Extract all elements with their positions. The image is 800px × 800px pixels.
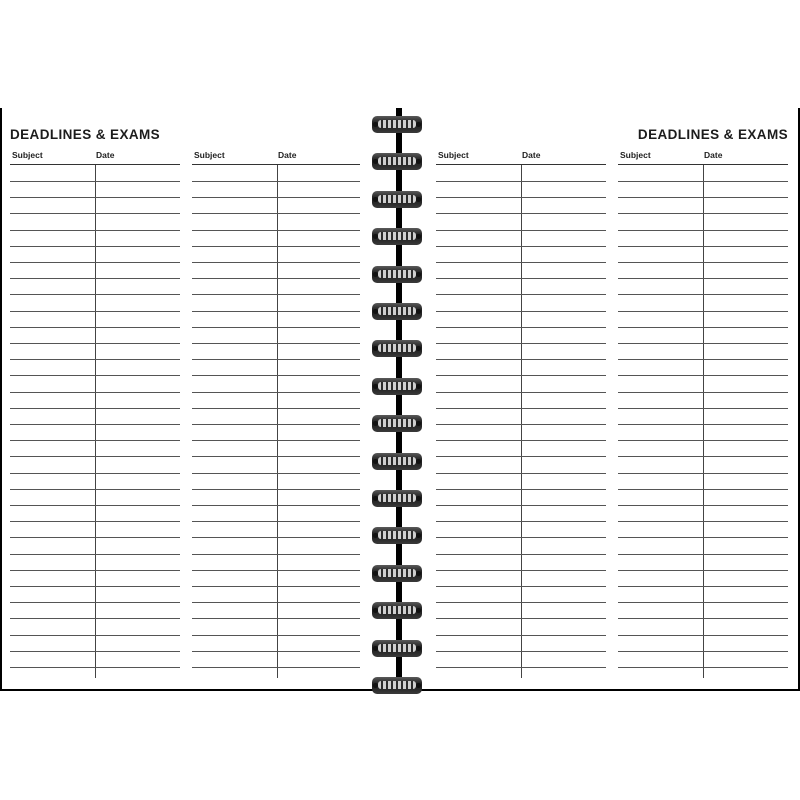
row-line	[192, 294, 360, 295]
row-line	[10, 667, 180, 668]
row-line	[436, 537, 606, 538]
row-line	[192, 570, 360, 571]
row-line	[10, 570, 180, 571]
row-line	[436, 635, 606, 636]
row-line	[192, 311, 360, 312]
row-line	[436, 651, 606, 652]
row-line	[10, 262, 180, 263]
row-line	[618, 505, 788, 506]
row-line	[618, 327, 788, 328]
left-page	[2, 108, 398, 689]
row-line	[10, 392, 180, 393]
row-line	[192, 489, 360, 490]
row-line	[436, 213, 606, 214]
date-header: Date	[96, 150, 115, 160]
spiral-coil	[372, 602, 422, 619]
row-line	[10, 586, 180, 587]
row-line	[192, 505, 360, 506]
spiral-coil	[372, 565, 422, 582]
row-line	[436, 473, 606, 474]
row-line	[10, 489, 180, 490]
row-line	[192, 635, 360, 636]
row-line	[436, 667, 606, 668]
row-line	[618, 554, 788, 555]
row-line	[192, 554, 360, 555]
row-line	[10, 554, 180, 555]
date-header: Date	[704, 150, 723, 160]
row-line	[192, 440, 360, 441]
row-line	[192, 602, 360, 603]
spiral-coil	[372, 266, 422, 283]
row-line	[436, 181, 606, 182]
row-line	[618, 651, 788, 652]
row-line	[192, 408, 360, 409]
row-line	[618, 246, 788, 247]
row-line	[10, 537, 180, 538]
row-line	[192, 651, 360, 652]
row-line	[618, 521, 788, 522]
row-line	[436, 554, 606, 555]
row-line	[10, 246, 180, 247]
row-line	[436, 197, 606, 198]
spiral-coil	[372, 378, 422, 395]
row-line	[10, 408, 180, 409]
row-line	[10, 473, 180, 474]
row-line	[10, 505, 180, 506]
table-header	[436, 150, 606, 164]
row-line	[436, 618, 606, 619]
row-line	[192, 197, 360, 198]
row-line	[436, 294, 606, 295]
row-line	[436, 230, 606, 231]
subject-header: Subject	[12, 150, 43, 160]
row-line	[436, 456, 606, 457]
row-line	[436, 392, 606, 393]
row-line	[436, 246, 606, 247]
row-line	[436, 327, 606, 328]
row-line	[192, 473, 360, 474]
row-line	[618, 359, 788, 360]
deadlines-table	[618, 148, 788, 678]
row-line	[618, 537, 788, 538]
row-line	[618, 392, 788, 393]
row-line	[618, 473, 788, 474]
deadlines-table	[192, 148, 360, 678]
spiral-coil	[372, 340, 422, 357]
row-line	[618, 635, 788, 636]
row-line	[10, 230, 180, 231]
row-line	[436, 408, 606, 409]
row-line	[192, 537, 360, 538]
row-line	[192, 181, 360, 182]
spiral-coil	[372, 153, 422, 170]
row-line	[10, 294, 180, 295]
notebook	[0, 108, 800, 691]
header-rule	[192, 164, 360, 165]
row-line	[618, 213, 788, 214]
row-line	[618, 456, 788, 457]
row-line	[192, 456, 360, 457]
table-header	[192, 150, 360, 164]
row-line	[436, 521, 606, 522]
row-line	[10, 440, 180, 441]
table-header	[10, 150, 180, 164]
subject-header: Subject	[194, 150, 225, 160]
page-title: DEADLINES & EXAMS	[10, 127, 161, 142]
spiral-coil	[372, 228, 422, 245]
row-line	[10, 651, 180, 652]
right-page	[402, 108, 798, 689]
column-divider	[95, 165, 96, 678]
row-line	[618, 311, 788, 312]
row-line	[618, 586, 788, 587]
row-line	[10, 311, 180, 312]
row-line	[10, 375, 180, 376]
spiral-coil	[372, 303, 422, 320]
row-line	[10, 343, 180, 344]
row-line	[618, 424, 788, 425]
row-line	[436, 440, 606, 441]
row-line	[618, 602, 788, 603]
row-line	[192, 618, 360, 619]
row-line	[436, 424, 606, 425]
subject-header: Subject	[620, 150, 651, 160]
row-line	[192, 278, 360, 279]
row-line	[10, 278, 180, 279]
row-line	[436, 570, 606, 571]
row-line	[192, 667, 360, 668]
row-line	[436, 375, 606, 376]
date-header: Date	[278, 150, 297, 160]
spiral-coil	[372, 640, 422, 657]
deadlines-table	[436, 148, 606, 678]
row-line	[436, 359, 606, 360]
date-header: Date	[522, 150, 541, 160]
table-header	[618, 150, 788, 164]
row-line	[192, 327, 360, 328]
page-title: DEADLINES & EXAMS	[637, 127, 788, 142]
row-line	[192, 262, 360, 263]
row-line	[192, 392, 360, 393]
row-line	[436, 586, 606, 587]
spiral-binding	[368, 108, 428, 691]
row-line	[618, 408, 788, 409]
row-line	[618, 440, 788, 441]
spiral-coil	[372, 415, 422, 432]
column-divider	[521, 165, 522, 678]
row-line	[192, 424, 360, 425]
spiral-coil	[372, 453, 422, 470]
row-line	[10, 197, 180, 198]
row-line	[10, 602, 180, 603]
row-line	[436, 343, 606, 344]
spiral-coil	[372, 116, 422, 133]
spiral-coil	[372, 677, 422, 694]
row-line	[618, 570, 788, 571]
row-line	[436, 311, 606, 312]
row-line	[436, 262, 606, 263]
row-line	[10, 213, 180, 214]
row-line	[10, 618, 180, 619]
row-line	[192, 343, 360, 344]
row-line	[436, 505, 606, 506]
row-line	[618, 278, 788, 279]
row-line	[618, 375, 788, 376]
column-divider	[277, 165, 278, 678]
subject-header: Subject	[438, 150, 469, 160]
row-line	[436, 278, 606, 279]
column-divider	[703, 165, 704, 678]
row-line	[10, 456, 180, 457]
row-line	[192, 246, 360, 247]
spiral-coil	[372, 191, 422, 208]
row-line	[618, 618, 788, 619]
row-line	[10, 521, 180, 522]
row-line	[192, 586, 360, 587]
row-line	[10, 635, 180, 636]
row-line	[618, 343, 788, 344]
deadlines-table	[10, 148, 180, 678]
row-line	[192, 230, 360, 231]
row-line	[192, 213, 360, 214]
row-line	[436, 489, 606, 490]
row-line	[436, 602, 606, 603]
spiral-coil	[372, 490, 422, 507]
row-line	[618, 262, 788, 263]
row-line	[10, 359, 180, 360]
row-line	[618, 230, 788, 231]
row-line	[10, 327, 180, 328]
row-line	[618, 181, 788, 182]
row-line	[192, 521, 360, 522]
row-line	[10, 181, 180, 182]
row-line	[192, 375, 360, 376]
row-line	[618, 667, 788, 668]
row-line	[618, 489, 788, 490]
row-line	[192, 359, 360, 360]
row-line	[618, 294, 788, 295]
row-line	[618, 197, 788, 198]
spiral-coil	[372, 527, 422, 544]
row-line	[10, 424, 180, 425]
